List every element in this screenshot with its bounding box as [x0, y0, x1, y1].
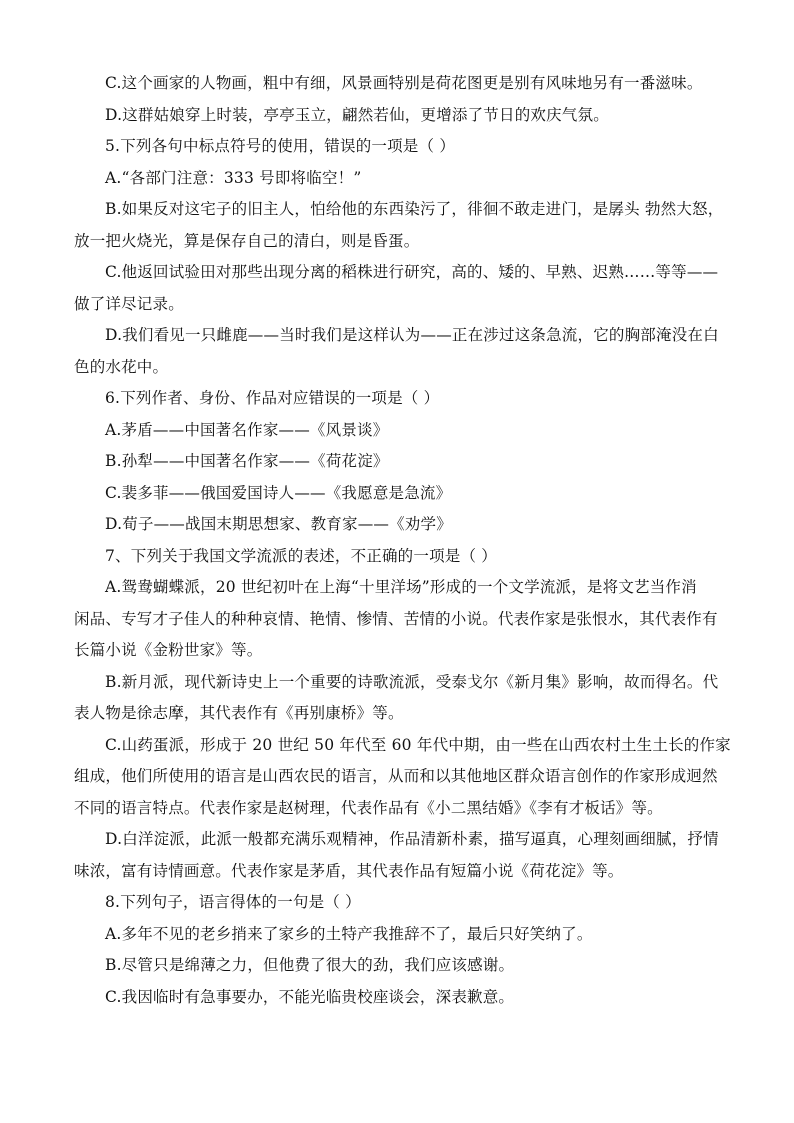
q6-option-b: B.孙犁——中国著名作家——《荷花淀》	[105, 452, 389, 470]
q7-option-b-line-1: B.新月派，现代新诗史上一个重要的诗歌流派，受泰戈尔《新月集》影响，故而得名。代	[105, 672, 719, 691]
q7-option-d-line-1: D.白洋淀派，此派一般都充满乐观精神，作品清新朴素，描写逼真，心理刻画细腻，抒情	[105, 830, 719, 848]
document-page	[74, 68, 731, 1013]
q8-option-a: A.多年不见的老乡捎来了家乡的土特产我推辞不了，最后只好笑纳了。	[105, 924, 593, 943]
q6-option-d: D.荀子——战国末期思想家、教育家——《劝学》	[105, 515, 452, 533]
q5-option-d-line-2: 色的水花中。	[74, 357, 169, 376]
q7-option-d-line-2: 味浓，富有诗情画意。代表作家是茅盾，其代表作品有短篇小说《荷花淀》等。	[74, 861, 624, 880]
q8-option-c: C.我因临时有急事要办，不能光临贵校座谈会，深表歉意。	[105, 987, 515, 1006]
q7-option-a-line-3: 长篇小说《金粉世家》等。	[74, 641, 263, 659]
q5-option-a: A.“各部门注意：333 号即将临空！”	[105, 168, 362, 187]
q5-option-c-line-1: C.他返回试验田对那些出现分离的稻株进行研究，高的、矮的、早熟、迟熟……等等——	[105, 263, 719, 281]
question-5-stem: 5.下列各句中标点符号的使用，错误的一项是（ ）	[105, 137, 456, 155]
q7-option-c-line-3: 不同的语言特点。代表作家是赵树理，代表作品有《小二黑结婚》《李有才板话》等。	[74, 798, 663, 817]
q7-option-b-line-2: 表人物是徐志摩，其代表作有《再别康桥》等。	[74, 704, 404, 722]
q7-option-c-line-2: 组成，他们所使用的语言是山西农民的语言，从而和以其他地区群众语言创作的作家形成迥然	[74, 767, 718, 785]
q5-option-d-line-1: D.我们看见一只雌鹿——当时我们是这样认为——正在涉过这条急流，它的胸部淹没在白	[105, 326, 719, 344]
question-6-stem: 6.下列作者、身份、作品对应错误的一项是（ ）	[105, 389, 440, 407]
q6-option-c: C.裴多菲——俄国爱国诗人——《我愿意是急流》	[105, 483, 452, 502]
q5-option-b-line-1: B.如果反对这宅子的旧主人，怕给他的东西染污了，徘徊不敢走进门，是孱头 勃然大怒，	[105, 200, 724, 218]
q4-option-d: D.这群姑娘穿上时装，亭亭玉立，翩然若仙，更增添了节日的欢庆气氛。	[105, 105, 609, 124]
q5-option-b-line-2: 放一把火烧光，算是保存自己的清白，则是昏蛋。	[74, 231, 420, 250]
q7-option-a-line-2: 闲品、专写才子佳人的种种哀情、艳情、惨情、苦情的小说。代表作家是张恨水，其代表作有	[74, 609, 718, 628]
q4-option-c: C.这个画家的人物画，粗中有细，风景画特别是荷花图更是别有风味地另有一番滋味。	[105, 74, 703, 92]
q5-option-c-line-2: 做了详尽记录。	[74, 294, 184, 313]
q6-option-a: A.茅盾——中国著名作家——《风景谈》	[105, 420, 389, 439]
question-8-stem: 8.下列句子，语言得体的一句是（ ）	[105, 893, 361, 911]
q7-option-c-line-1: C.山药蛋派，形成于 20 世纪 50 年代至 60 年代中期，由一些在山西农村土生土长的作家	[105, 735, 731, 754]
q7-option-a-line-1: A.鸳鸯蝴蝶派，20 世纪初叶在上海“十里洋场”形成的一个文学流派，是将文艺当作消	[105, 578, 697, 596]
question-7-stem: 7、下列关于我国文学流派的表述，不正确的一项是（ ）	[105, 546, 497, 565]
q8-option-b: B.尽管只是绵薄之力，但他费了很大的劲，我们应该感谢。	[105, 956, 515, 974]
